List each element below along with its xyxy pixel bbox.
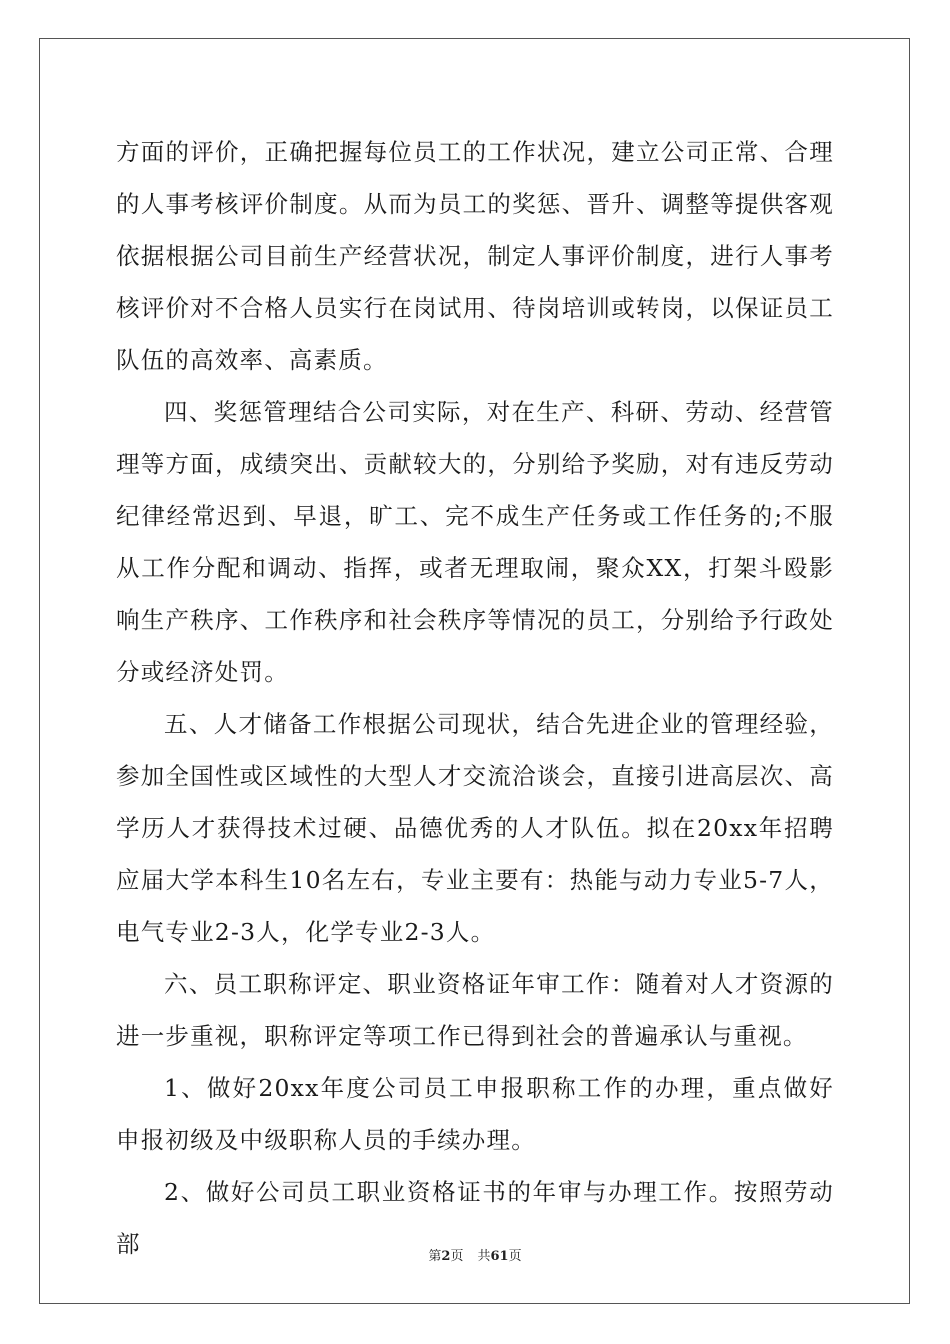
total-prefix: 共	[477, 1249, 491, 1264]
total-page-number: 61	[490, 1249, 509, 1264]
paragraph: 六、员工职称评定、职业资格证年审工作：随着对人才资源的进一步重视，职称评定等项工作已得到社会的普遍承认与重视。	[116, 970, 834, 1050]
paragraph: 四、奖惩管理结合公司实际，对在生产、科研、劳动、经营管理等方面，成绩突出、贡献较大的，分别给予奖励，对有违反劳动纪律经常迟到、早退，旷工、完不成生产任务或工作任务的;不服从工作分配和调动、指挥，或者无理取闹，聚众XX，打架斗殴影响生产秩序、工作秩序和社会秩序等情况的员工，分别给予行政处分或经济处罚。	[116, 398, 834, 686]
total-unit: 页	[508, 1249, 522, 1264]
paragraph: 五、人才储备工作根据公司现状，结合先进企业的管理经验，参加全国性或区域性的大型人才交流洽谈会，直接引进高层次、高学历人才获得技术过硬、品德优秀的人才队伍。拟在20xx年招聘应届大学本科生10名左右，专业主要有：热能与动力专业5-7人，电气专业2-3人，化学专业2-3人。	[116, 710, 834, 946]
paragraph: 2、做好公司员工职业资格证书的年审与办理工作。按照劳动部	[116, 1178, 834, 1258]
page-footer	[0, 1248, 950, 1266]
current-page-number: 2	[441, 1249, 451, 1264]
document-body	[116, 126, 834, 1270]
page-prefix: 第	[428, 1249, 442, 1264]
paragraph: 方面的评价，正确把握每位员工的工作状况，建立公司正常、合理的人事考核评价制度。从而为员工的奖惩、晋升、调整等提供客观依据根据公司目前生产经营状况，制定人事评价制度，进行人事考核评价对不合格人员实行在岗试用、待岗培训或转岗，以保证员工队伍的高效率、高素质。	[116, 138, 834, 374]
page-unit: 页	[450, 1249, 464, 1264]
paragraph: 1、做好20xx年度公司员工申报职称工作的办理，重点做好申报初级及中级职称人员的手续办理。	[116, 1074, 834, 1154]
